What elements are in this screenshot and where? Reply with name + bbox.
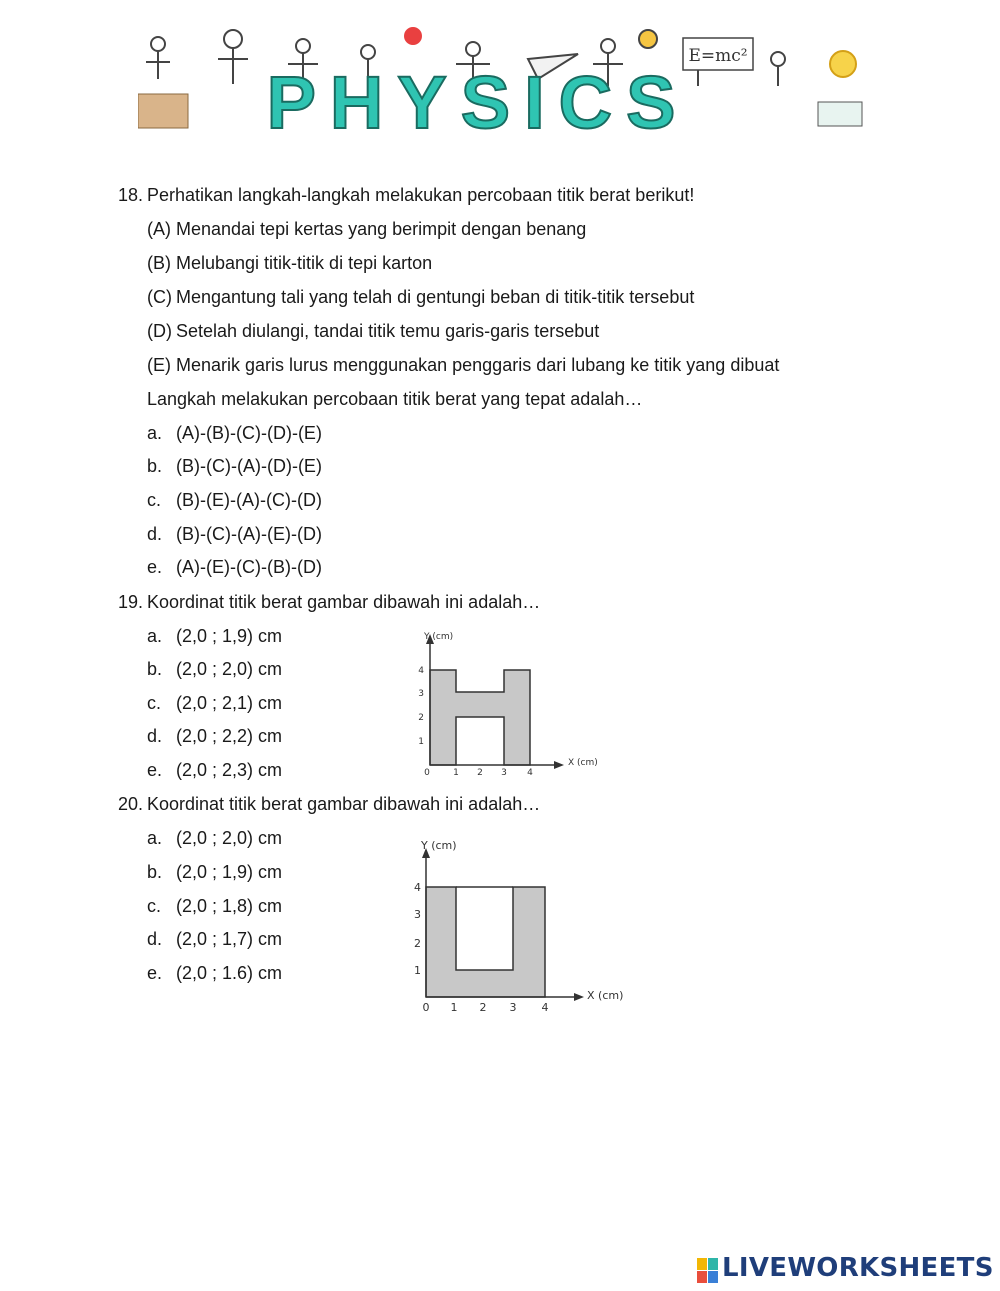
step-a: (A) Menandai tepi kertas yang berimpit dengan benang [147, 219, 587, 239]
liveworksheets-logo-icon [697, 1258, 719, 1284]
question-18-prompt: Langkah melakukan percobaan titik berat yang tepat adalah… [147, 389, 643, 409]
question-19-stem: 19. Koordinat titik berat gambar dibawah ini adalah… [118, 592, 541, 612]
q19-option-a[interactable]: a. (2,0 ; 1,9) cm [147, 626, 283, 646]
svg-text:4: 4 [541, 1001, 549, 1014]
svg-text:1: 1 [450, 1001, 458, 1014]
physics-banner [138, 24, 864, 134]
u-shape [426, 887, 545, 997]
question-20-stem: 20. Koordinat titik berat gambar dibawah ini adalah… [118, 794, 541, 814]
q19-option-d[interactable]: d. (2,0 ; 2,2) cm [147, 726, 283, 746]
svg-text:1: 1 [418, 737, 424, 747]
q20-option-b[interactable]: b. (2,0 ; 1,9) cm [147, 862, 283, 882]
x-axis-arrow-icon [574, 993, 584, 1001]
svg-text:2: 2 [479, 1001, 487, 1014]
svg-text:1: 1 [453, 768, 459, 778]
q20-option-a[interactable]: a. (2,0 ; 2,0) cm [147, 828, 283, 848]
banner-title: PHYSICS [266, 61, 690, 134]
q19-option-c[interactable]: c. (2,0 ; 2,1) cm [147, 693, 283, 713]
svg-text:E=mc²: E=mc² [688, 46, 748, 66]
svg-text:3: 3 [509, 1001, 517, 1014]
q20-option-c[interactable]: c. (2,0 ; 1,8) cm [147, 896, 283, 916]
q18-option-b[interactable]: b. (B)-(C)-(A)-(D)-(E) [147, 456, 322, 476]
x-axis-label: X (cm) [587, 989, 624, 1002]
svg-text:2: 2 [418, 713, 424, 723]
x-axis-label: X (cm) [568, 758, 598, 768]
svg-text:1: 1 [414, 964, 421, 977]
u-shape-figure [388, 832, 648, 1022]
h-shape-figure [410, 622, 610, 782]
svg-text:4: 4 [527, 768, 533, 778]
q19-option-b[interactable]: b. (2,0 ; 2,0) cm [147, 659, 283, 679]
svg-text:0: 0 [422, 1001, 430, 1014]
q18-option-a[interactable]: a. (A)-(B)-(C)-(D)-(E) [147, 423, 322, 443]
svg-text:3: 3 [418, 689, 424, 699]
step-b: (B) Melubangi titik-titik di tepi karton [147, 253, 433, 273]
step-c: (C) Mengantung tali yang telah di gentungi beban di titik-titik tersebut [147, 287, 695, 307]
y-axis-label: Y (cm) [424, 632, 454, 642]
step-e: (E) Menarik garis lurus menggunakan penggaris dari lubang ke titik yang dibuat [147, 355, 780, 375]
q19-option-e[interactable]: e. (2,0 ; 2,3) cm [147, 760, 283, 780]
svg-text:4: 4 [418, 666, 424, 676]
svg-text:3: 3 [414, 908, 421, 921]
h-shape [430, 670, 530, 765]
x-axis-arrow-icon [554, 761, 564, 769]
q20-option-e[interactable]: e. (2,0 ; 1.6) cm [147, 963, 283, 983]
q18-option-d[interactable]: d. (B)-(C)-(A)-(E)-(D) [147, 524, 322, 544]
q20-option-d[interactable]: d. (2,0 ; 1,7) cm [147, 929, 283, 949]
q18-option-e[interactable]: e. (A)-(E)-(C)-(B)-(D) [147, 557, 322, 577]
svg-text:3: 3 [501, 768, 507, 778]
svg-text:2: 2 [414, 937, 421, 950]
y-axis-label: Y (cm) [421, 839, 457, 852]
svg-text:0: 0 [424, 768, 430, 778]
svg-text:2: 2 [477, 768, 483, 778]
question-18-stem: 18. Perhatikan langkah-langkah melakukan percobaan titik berat berikut! [118, 185, 695, 205]
step-d: (D) Setelah diulangi, tandai titik temu garis-garis tersebut [147, 321, 600, 341]
liveworksheets-brand[interactable]: LIVEWORKSHEETS [722, 1253, 994, 1283]
q18-option-c[interactable]: c. (B)-(E)-(A)-(C)-(D) [147, 490, 322, 510]
svg-text:4: 4 [414, 881, 421, 894]
